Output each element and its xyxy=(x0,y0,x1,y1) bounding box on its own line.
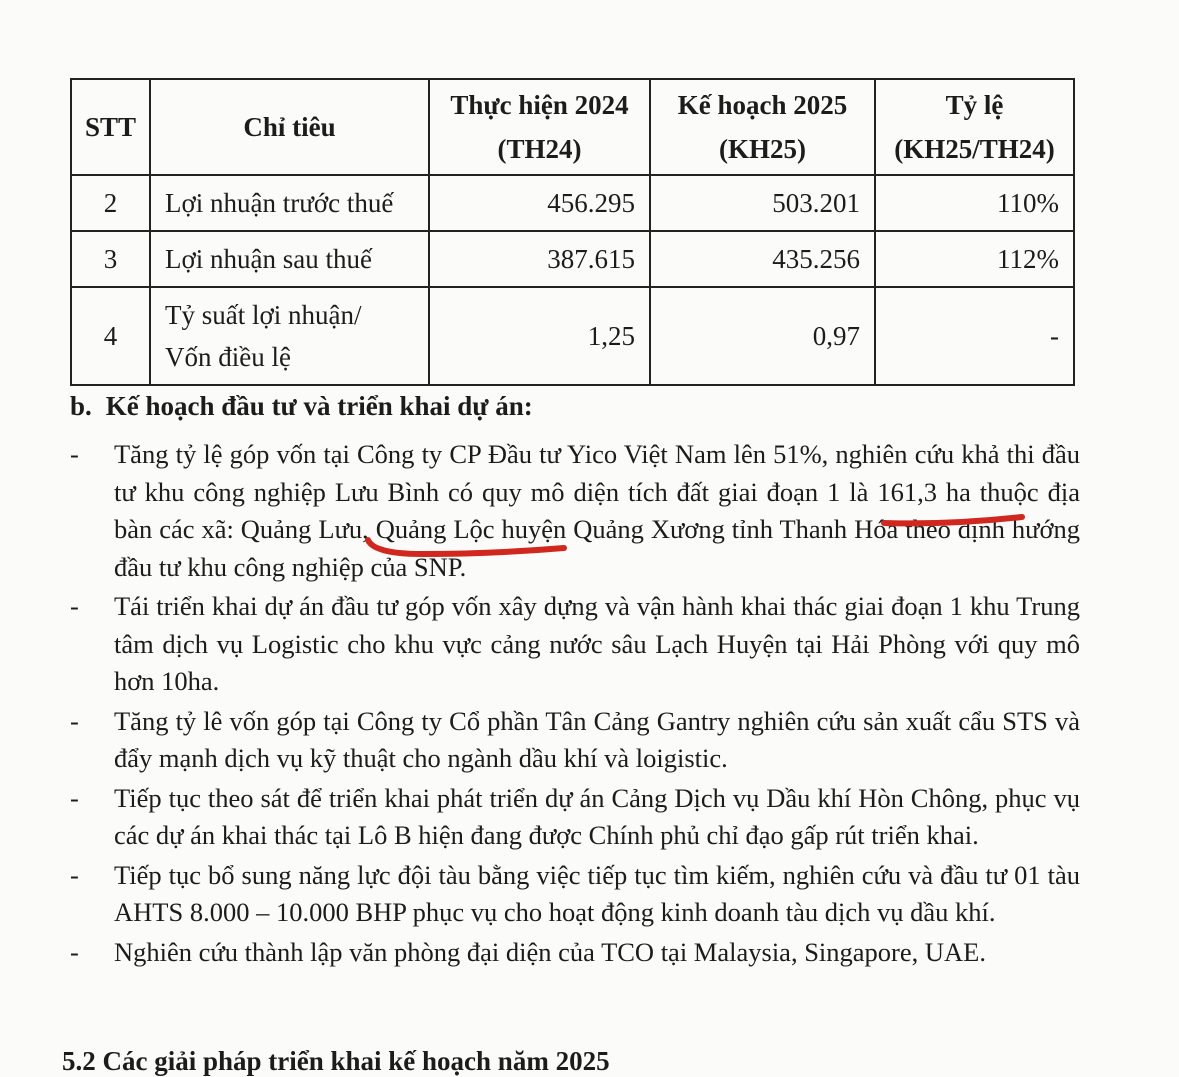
list-item xyxy=(70,780,1080,855)
next-section-heading: 5.2 Các giải pháp triển khai kế hoạch năm 2025 xyxy=(62,1046,610,1076)
list-item-text: Tăng tỷ lệ góp vốn tại Công ty CP Đầu tư Yico Việt Nam lên 51%, nghiên cứu khả thi đầu tư khu công nghiệp Lưu Bình có quy mô diện tích đất giai đoạn 1 là 161,3 ha thuộc địa bàn các xã: Quảng Lưu, Quảng Lộc huyện Quảng Xương tỉnh Thanh Hóa theo định hướng đầu tư khu công nghiệp của SNP. xyxy=(114,439,1080,582)
cell-th24: 1,25 xyxy=(429,287,650,385)
cell-ratio: 112% xyxy=(875,231,1074,287)
header-kh25-line2: (KH25) xyxy=(719,134,806,164)
cell-stt: 4 xyxy=(71,287,150,385)
header-ratio xyxy=(875,79,1074,175)
cell-ratio: - xyxy=(875,287,1074,385)
table-row xyxy=(71,231,1074,287)
bullet-dash: - xyxy=(70,591,79,621)
list-item-text: Tăng tỷ lê vốn góp tại Công ty Cổ phần Tân Cảng Gantry nghiên cứu sản xuất cẩu STS và đẩy mạnh dịch vụ kỹ thuật cho ngành dầu khí và loigistic. xyxy=(114,705,1080,773)
list-item-text: Tiếp tục theo sát để triển khai phát triển dự án Cảng Dịch vụ Dầu khí Hòn Chông, phục vụ các dự án khai thác tại Lô B hiện đang được Chính phủ chỉ đạo gấp rút triển khai. xyxy=(114,782,1080,850)
cell-stt: 2 xyxy=(71,175,150,231)
header-ratio-line2: (KH25/TH24) xyxy=(894,134,1055,164)
cell-th24: 387.615 xyxy=(429,231,650,287)
cell-label xyxy=(150,287,429,385)
list-item xyxy=(70,857,1080,932)
cell-ratio: 110% xyxy=(875,175,1074,231)
list-item-text: Nghiên cứu thành lập văn phòng đại diện của TCO tại Malaysia, Singapore, UAE. xyxy=(114,936,986,967)
cell-label-line2: Vốn điều lệ xyxy=(165,342,291,372)
header-th24-line1: Thực hiện 2024 xyxy=(450,90,629,120)
header-ratio-line1: Tỷ lệ xyxy=(945,90,1004,120)
list-item xyxy=(70,436,1080,586)
table-header-row xyxy=(71,79,1074,175)
section-b-heading xyxy=(70,391,533,422)
list-item xyxy=(70,934,1080,972)
cell-kh25: 0,97 xyxy=(650,287,875,385)
investment-plan-list xyxy=(70,436,1080,973)
cell-stt: 3 xyxy=(71,231,150,287)
cell-label: Lợi nhuận trước thuế xyxy=(150,175,429,231)
table-row xyxy=(71,287,1074,385)
section-b-index: b. xyxy=(70,391,92,421)
list-item xyxy=(70,703,1080,778)
cell-kh25: 503.201 xyxy=(650,175,875,231)
header-kh25 xyxy=(650,79,875,175)
cell-label: Lợi nhuận sau thuế xyxy=(150,231,429,287)
header-kh25-line1: Kế hoạch 2025 xyxy=(677,90,848,120)
bullet-dash: - xyxy=(70,705,79,736)
bullet-dash: - xyxy=(70,439,79,469)
header-th24-line2: (TH24) xyxy=(497,134,582,164)
header-chi-tieu: Chỉ tiêu xyxy=(150,79,429,175)
header-th24 xyxy=(429,79,650,175)
plan-table xyxy=(70,78,1075,386)
table-row xyxy=(71,175,1074,231)
bullet-dash: - xyxy=(70,859,79,890)
cell-label-line1: Tỷ suất lợi nhuận/ xyxy=(165,300,362,330)
bullet-dash: - xyxy=(70,936,79,967)
bullet-dash: - xyxy=(70,782,79,813)
list-item xyxy=(70,588,1080,701)
cell-kh25: 435.256 xyxy=(650,231,875,287)
list-item-text: Tái triển khai dự án đầu tư góp vốn xây dựng và vận hành khai thác giai đoạn 1 khu Trung tâm dịch vụ Logistic cho khu vực cảng nước sâu Lạch Huyện tại Hải Phòng với quy mô hơn 10ha. xyxy=(114,591,1080,696)
section-b-title: Kế hoạch đầu tư và triển khai dự án: xyxy=(105,391,533,421)
cell-th24: 456.295 xyxy=(429,175,650,231)
list-item-text: Tiếp tục bổ sung năng lực đội tàu bằng việc tiếp tục tìm kiếm, nghiên cứu và đầu tư 01 tàu AHTS 8.000 – 10.000 BHP phục vụ cho hoạt động kinh doanh tàu dịch vụ dầu khí. xyxy=(114,859,1080,927)
header-stt: STT xyxy=(71,79,150,175)
